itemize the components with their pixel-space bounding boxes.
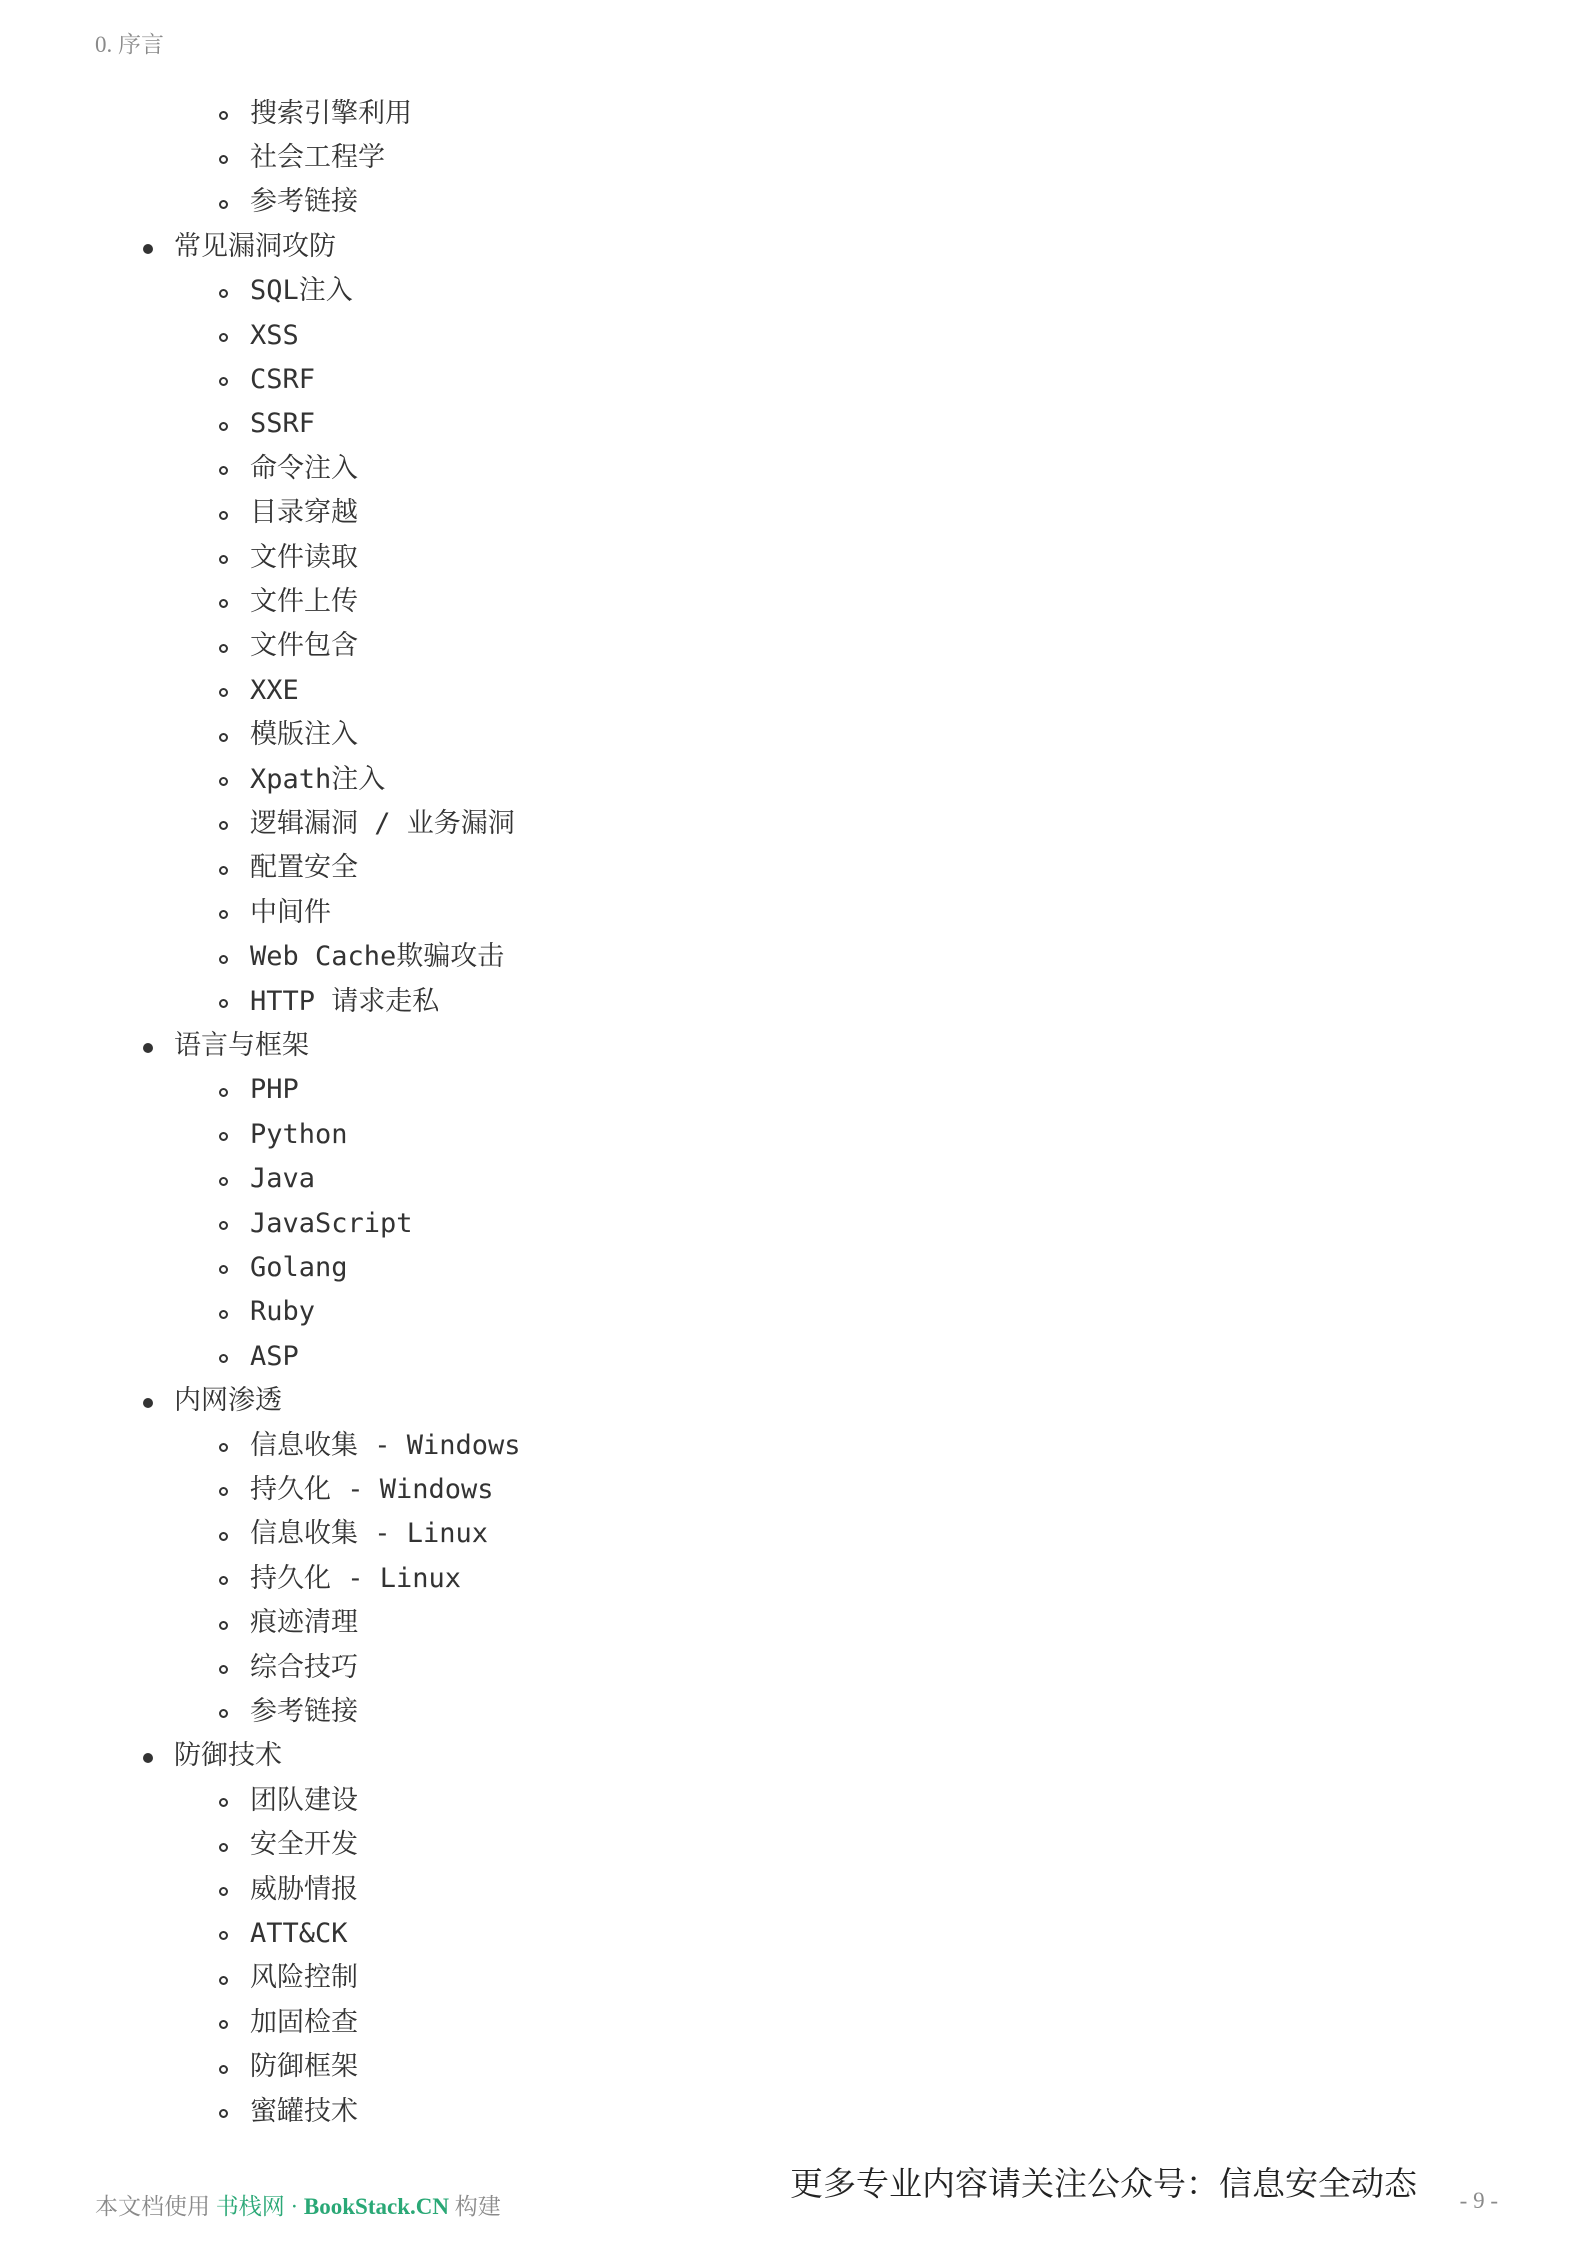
bullet-circle (219, 333, 228, 342)
bullet-circle (219, 955, 228, 964)
bullet-circle (219, 377, 228, 386)
bullet-circle (219, 644, 228, 653)
bullet-circle (219, 1177, 228, 1186)
bullet-dot (143, 1398, 153, 1408)
bullet-circle (219, 1665, 228, 1674)
outline-item: XXE (250, 674, 299, 706)
bullet-circle (219, 1931, 228, 1940)
bullet-circle (219, 733, 228, 742)
bullet-circle (219, 1798, 228, 1807)
bullet-circle (219, 1709, 228, 1718)
bullet-circle (219, 511, 228, 520)
outline-item: 模版注入 (250, 719, 358, 751)
outline-item: HTTP 请求走私 (250, 985, 440, 1017)
outline-item: 社会工程学 (250, 141, 385, 173)
outline-item: 信息收集 - Windows (250, 1429, 521, 1461)
bullet-circle (219, 999, 228, 1008)
bullet-circle (219, 1887, 228, 1896)
outline-item: 中间件 (250, 896, 331, 928)
outline-item: CSRF (250, 363, 316, 395)
outline-item: 搜索引擎利用 (250, 97, 412, 129)
bullet-circle (219, 2109, 228, 2118)
outline-section-title: 常见漏洞攻防 (174, 230, 336, 262)
outline-item: 文件上传 (250, 585, 358, 617)
outline-item: 蜜罐技术 (250, 2095, 358, 2127)
outline-item: 防御框架 (250, 2051, 358, 2083)
bullet-circle (219, 555, 228, 564)
bullet-circle (219, 1088, 228, 1097)
outline-item: Xpath注入 (250, 763, 386, 795)
bullet-circle (219, 1310, 228, 1319)
footer-suffix: 构建 (448, 2194, 501, 2219)
bullet-dot (143, 1753, 153, 1763)
outline-item: 持久化 - Linux (250, 1562, 462, 1594)
outline-item: 痕迹清理 (250, 1607, 358, 1639)
outline-section-title: 内网渗透 (174, 1385, 282, 1417)
outline-item: 威胁情报 (250, 1873, 358, 1905)
footer-brand-cn-link[interactable]: 书栈网 (215, 2194, 285, 2219)
bullet-circle (219, 910, 228, 919)
outline-item: Web Cache欺骗攻击 (250, 941, 505, 973)
outline-item: Ruby (250, 1296, 316, 1328)
outline-item: 风险控制 (250, 1962, 358, 1994)
bullet-circle (219, 200, 228, 209)
footer-brand-en-link[interactable]: BookStack.CN (303, 2194, 449, 2219)
bullet-dot (143, 244, 153, 254)
outline-section-title: 语言与框架 (174, 1029, 309, 1061)
outline-item: 安全开发 (250, 1829, 358, 1861)
bullet-circle (219, 1532, 228, 1541)
bullet-circle (219, 111, 228, 120)
outline-item: Java (250, 1163, 316, 1195)
outline-item: 文件读取 (250, 541, 358, 573)
bullet-circle (219, 1621, 228, 1630)
outline-item: 参考链接 (250, 1695, 358, 1727)
footer-prefix: 本文档使用 (95, 2194, 216, 2219)
bullet-circle (219, 688, 228, 697)
outline-item: ASP (250, 1340, 299, 1372)
outline-item: 团队建设 (250, 1784, 358, 1816)
bullet-circle (219, 1221, 228, 1230)
outline-item: XSS (250, 319, 299, 351)
footer-separator: · (284, 2194, 304, 2219)
footer-credit (95, 2188, 501, 2221)
outline-item: 参考链接 (250, 186, 358, 218)
outline-item: 持久化 - Windows (250, 1473, 494, 1505)
bullet-circle (219, 777, 228, 786)
outline-item: 逻辑漏洞 / 业务漏洞 (250, 807, 515, 839)
bullet-circle (219, 2065, 228, 2074)
outline-item: 综合技巧 (250, 1651, 358, 1683)
bullet-circle (219, 1576, 228, 1585)
bullet-circle (219, 1132, 228, 1141)
outline-item: 目录穿越 (250, 497, 358, 529)
bullet-circle (219, 289, 228, 298)
bullet-circle (219, 1976, 228, 1985)
outline-item: JavaScript (250, 1207, 413, 1239)
bullet-circle (219, 422, 228, 431)
bullet-circle (219, 155, 228, 164)
footer-promo-text: 更多专业内容请关注公众号：信息安全动态 (790, 2167, 1417, 2203)
outline-item: Golang (250, 1251, 348, 1283)
outline-section-title: 防御技术 (174, 1740, 282, 1772)
bullet-circle (219, 1265, 228, 1274)
bullet-circle (219, 1443, 228, 1452)
bullet-circle (219, 1843, 228, 1852)
outline-item: SQL注入 (250, 275, 353, 307)
outline-item: ATT&CK (250, 1917, 348, 1949)
bullet-circle (219, 866, 228, 875)
bullet-circle (219, 821, 228, 830)
outline-item: 信息收集 - Linux (250, 1518, 489, 1550)
bullet-dot (143, 1043, 153, 1053)
outline-item: 命令注入 (250, 452, 358, 484)
outline-item: 配置安全 (250, 852, 358, 884)
bullet-circle (219, 466, 228, 475)
outline-item: 加固检查 (250, 2006, 358, 2038)
outline-item: SSRF (250, 408, 316, 440)
bullet-circle (219, 2020, 228, 2029)
bullet-circle (219, 1487, 228, 1496)
bullet-circle (219, 599, 228, 608)
outline-item: 文件包含 (250, 630, 358, 662)
outline-item: PHP (250, 1074, 299, 1106)
bullet-circle (219, 1354, 228, 1363)
outline-item: Python (250, 1118, 348, 1150)
page-number: - 9 - (1459, 2188, 1498, 2213)
page-header-breadcrumb: 0. 序言 (95, 32, 164, 57)
